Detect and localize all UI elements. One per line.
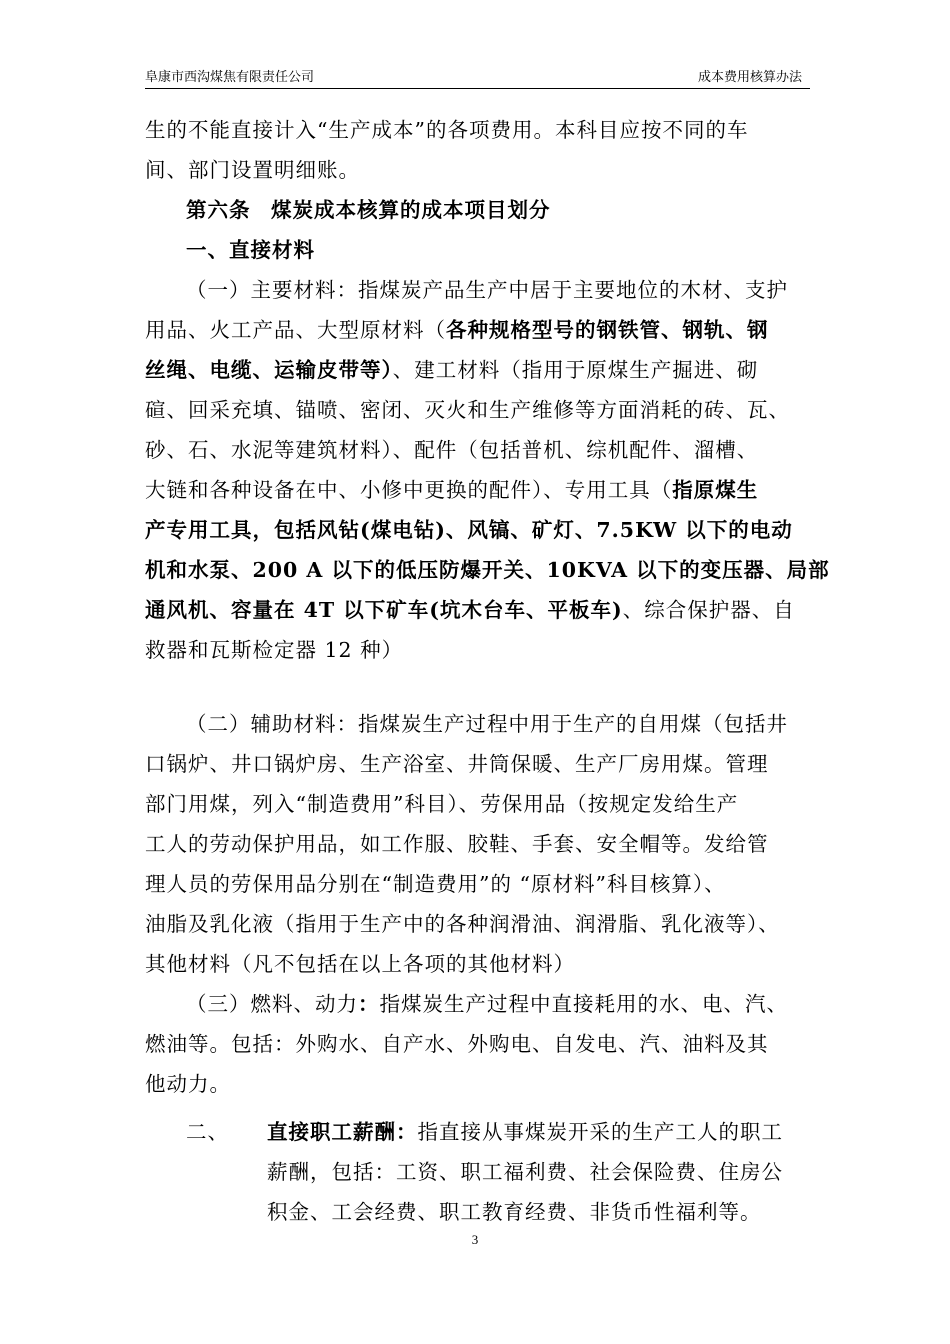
article-title: 煤炭成本核算的成本项目划分 [271,198,551,222]
paragraph-line [145,470,815,510]
text-run: 指煤炭生产过程中直接耗用的水、电、汽、 [379,992,788,1016]
paragraph-line: （二）辅助材料：指煤炭生产过程中用于生产的自用煤（包括井 [186,712,788,736]
paragraph-line: 救器和瓦斯检定器 12 种） [145,638,404,662]
section-2-number: 二、 [186,1120,229,1144]
page-number: 3 [471,1232,479,1247]
paragraph-line: 碹、回采充填、锚喷、密闭、灭火和生产维修等方面消耗的砖、瓦、 [145,398,790,422]
page-header [145,62,810,89]
section-2-line [145,1112,815,1152]
paragraph-line: 机和水泵、200 A 以下的低压防爆开关、10KVA 以下的变压器、局部 [145,558,830,582]
document-body [145,110,830,1232]
article-label: 第六条 [186,198,251,222]
section-1-heading: 一、直接材料 [186,238,315,262]
paragraph-line: 他动力。 [145,1072,231,1096]
bold-run: 指原煤生 [672,478,759,502]
paragraph-line: 油脂及乳化液（指用于生产中的各种润滑油、润滑脂、乳化液等）、 [145,912,780,936]
paragraph-line: 薪酬，包括：工资、职工福利费、社会保险费、住房公 [267,1160,783,1184]
header-doc-title: 成本费用核算办法 [697,70,802,85]
paragraph-line [145,310,815,350]
paragraph-line [145,350,815,390]
paragraph-line: 口锅炉、井口锅炉房、生产浴室、井筒保暖、生产厂房用煤。管理 [145,752,769,776]
paragraph-line: 积金、工会经费、职工教育经费、非货币性福利等。 [267,1200,762,1224]
paragraph-line [145,590,815,630]
paragraph-gap [145,1104,815,1112]
paragraph-line: 产专用工具，包括风钻(煤电钻)、风镐、矿灯、7.5KW 以下的电动 [145,518,793,542]
section-2-title: 直接职工薪酬： [267,1120,418,1144]
bold-run: 各种规格型号的钢铁管、钢轨、钢 [446,318,769,342]
paragraph-line: 砂、石、水泥等建筑材料）、配件（包括普机、综机配件、溜槽、 [145,438,759,462]
bold-run: ： [358,992,380,1016]
paragraph-line: 燃油等。包括：外购水、自产水、外购电、自发电、汽、油料及其 [145,1032,769,1056]
text-run: 用品、火工产品、大型原材料（ [145,318,446,342]
paragraph-line: 生的不能直接计入“生产成本”的各项费用。本科目应按不同的车 [145,118,749,142]
bold-run: 通风机、容量在 4T 以下矿车(坑木台车、平板车) [145,598,623,622]
text-run: 大链和各种设备在中、小修中更换的配件）、专用工具（ [145,478,673,502]
paragraph-line: 部门用煤，列入“制造费用”科目）、劳保用品（按规定发给生产 [145,792,739,816]
article-6-heading [145,190,815,230]
paragraph-line: 其他材料（凡不包括在以上各项的其他材料） [145,952,575,976]
paragraph-gap [145,670,815,704]
header-company: 阜康市西沟煤焦有限责任公司 [145,70,315,85]
text-run: 、综合保护器、自 [622,598,795,622]
paragraph-line: （一）主要材料：指煤炭产品生产中居于主要地位的木材、支护 [186,278,788,302]
paragraph-line: 工人的劳动保护用品，如工作服、胶鞋、手套、安全帽等。发给管 [145,832,769,856]
text-run: （三）燃料、动力 [186,992,358,1016]
paragraph-line: 理人员的劳保用品分别在“制造费用”的 “原材料”科目核算）、 [145,872,726,896]
bold-run: 丝绳、电缆、运输皮带等） [145,358,393,382]
paragraph-line [145,984,815,1024]
text-run: 、建工材料（指用于原煤生产掘进、砌 [392,358,759,382]
paragraph-line: 间、部门设置明细账。 [145,158,360,182]
text-run: 指直接从事煤炭开采的生产工人的职工 [417,1120,783,1144]
